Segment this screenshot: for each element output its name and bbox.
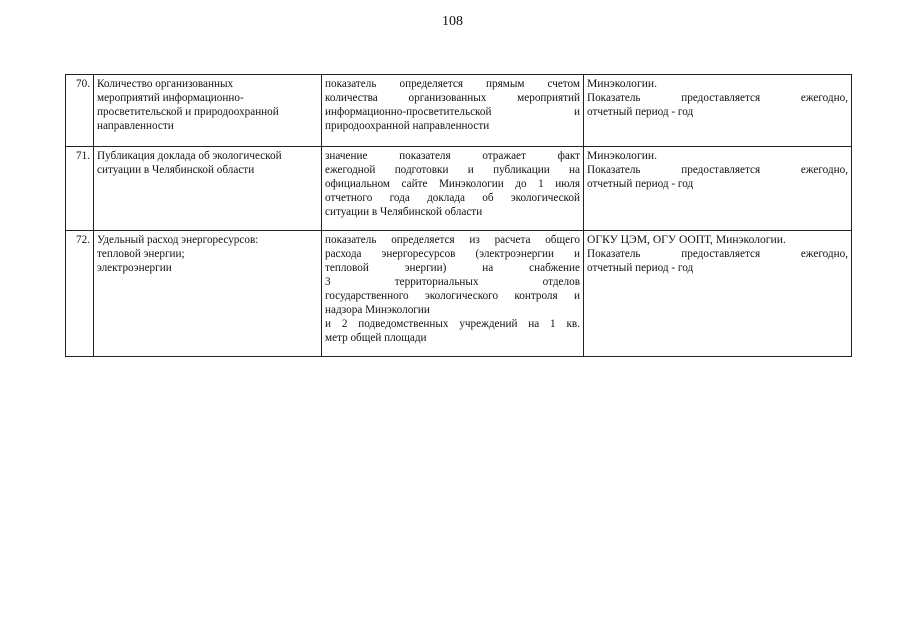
row-number: 71.	[66, 147, 94, 231]
calculation-method	[322, 231, 584, 357]
indicator-name-line: мероприятий информационно-	[97, 92, 244, 104]
indicators-table	[65, 74, 852, 357]
source-organization: Минэкологии.	[587, 149, 658, 162]
method-line: официальном сайте Минэкологии до 1 июля	[325, 178, 580, 190]
row-number: 70.	[66, 75, 94, 147]
data-source	[584, 75, 852, 147]
method-line: ежегодной подготовки и публикации на	[325, 164, 580, 176]
table-row	[66, 75, 852, 147]
table-row	[66, 147, 852, 231]
method-line: надзора Минэкологии	[325, 304, 430, 316]
table-row	[66, 231, 852, 357]
indicator-name-line: направленности	[97, 120, 174, 132]
calculation-method	[322, 147, 584, 231]
data-source	[584, 231, 852, 357]
source-line: Показатель предоставляется ежегодно,	[587, 248, 848, 260]
indicator-name	[94, 231, 322, 357]
method-line: государственного экологического контроля и	[325, 290, 580, 302]
indicator-name-line: Удельный расход энергоресурсов:	[97, 234, 259, 246]
method-line: расхода энергоресурсов (электроэнергии и	[325, 248, 580, 260]
method-line: показатель определяется из расчета общего	[325, 234, 580, 246]
method-line: природоохранной направленности	[325, 120, 490, 132]
calculation-method	[322, 75, 584, 147]
source-organization: Минэкологии.	[587, 77, 658, 90]
method-line: значение показателя отражает факт	[325, 150, 580, 162]
method-line: информационно-просветительской и	[325, 106, 580, 118]
source-line: отчетный период - год	[587, 106, 694, 118]
indicator-name	[94, 147, 322, 231]
source-line: отчетный период - год	[587, 262, 694, 274]
source-line: Показатель предоставляется ежегодно,	[587, 92, 848, 104]
source-organization: ОГКУ ЦЭМ, ОГУ ООПТ, Минэкологии.	[587, 233, 786, 246]
indicator-name-line: Количество организованных	[97, 78, 234, 90]
source-line: отчетный период - год	[587, 178, 694, 190]
indicator-name-line: Публикация доклада об экологической	[97, 150, 282, 162]
method-line: количества организованных мероприятий	[325, 92, 580, 104]
indicator-name-line: просветительской и природоохранной	[97, 106, 279, 118]
indicator-name	[94, 75, 322, 147]
method-line: метр общей площади	[325, 332, 427, 344]
method-line: отчетного года доклада об экологической	[325, 192, 580, 204]
method-line: тепловой энергии) на снабжение	[325, 262, 580, 274]
method-line: и 2 подведомственных учреждений на 1 кв.	[325, 318, 580, 330]
indicator-name-line: электроэнергии	[97, 262, 172, 274]
source-line: Показатель предоставляется ежегодно,	[587, 164, 848, 176]
row-number: 72.	[66, 231, 94, 357]
method-line: показатель определяется прямым счетом	[325, 78, 580, 90]
data-source	[584, 147, 852, 231]
method-line: ситуации в Челябинской области	[325, 206, 483, 218]
indicator-name-line: тепловой энергии;	[97, 248, 185, 260]
indicator-name-line: ситуации в Челябинской области	[97, 164, 255, 176]
method-line: 3 территориальных отделов	[325, 276, 580, 288]
page-number: 108	[442, 14, 463, 29]
